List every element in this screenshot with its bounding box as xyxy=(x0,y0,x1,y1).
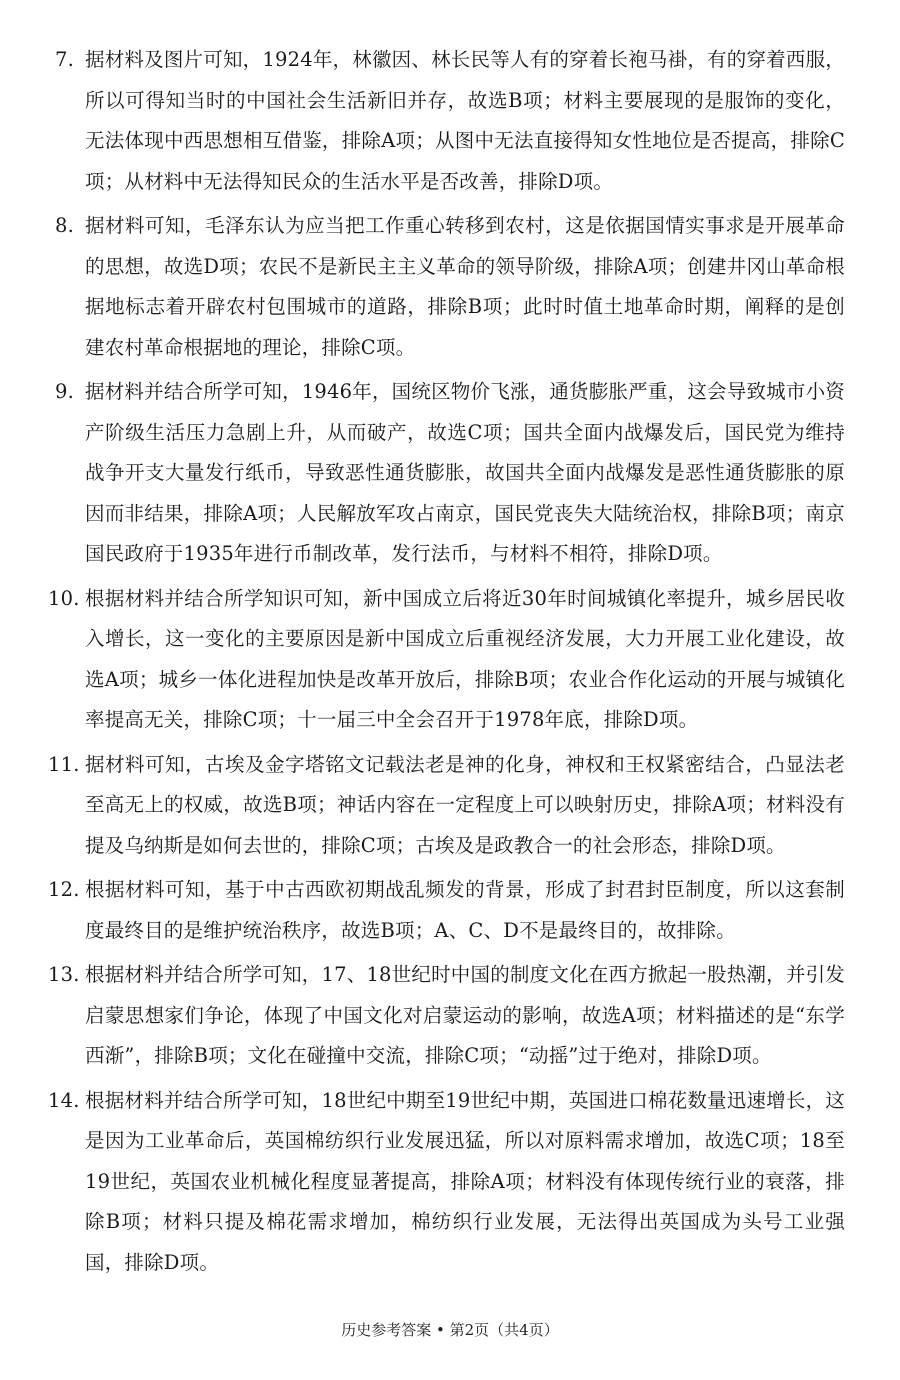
answer-number: 7. xyxy=(55,48,75,71)
answer-number: 10. xyxy=(48,586,80,610)
page-footer: 历史参考答案 • 第2页（共4页） xyxy=(341,1321,559,1339)
answer-number: 11. xyxy=(48,752,80,776)
answer-explanation: 根据材料并结合所学可知，17、18世纪时中国的制度文化在西方掀起一股热潮，并引发启蒙思想家们争论，体现了中国文化对启蒙运动的影响，故选A项；材料描述的是“东学西渐”，排除B项；文化在碰撞中交流，排除C项；“动摇”过于绝对，排除D项。 xyxy=(85,963,845,1067)
answer-list xyxy=(48,40,845,1287)
answer-explanation: 据材料可知，毛泽东认为应当把工作重心转移到农村，这是依据国情实事求是开展革命的思想，故选D项；农民不是新民主主义革命的领导阶级，排除A项；创建井冈山革命根据地标志着开辟农村包围城市的道路，排除B项；此时时值土地革命时期，阐释的是创建农村革命根据地的理论，排除C项。 xyxy=(85,214,845,359)
answer-item-12 xyxy=(48,870,845,951)
answer-item-7 xyxy=(55,40,845,202)
answer-number: 8. xyxy=(55,214,75,237)
answer-item-9 xyxy=(55,372,845,575)
answer-explanation: 根据材料并结合所学知识可知，新中国成立后将近30年时间城镇化率提升，城乡居民收入增长，这一变化的主要原因是新中国成立后重视经济发展，大力开展工业化建设，故选A项；城乡一体化进程加快是改革开放后，排除B项；农业合作化运动的开展与城镇化率提高无关，排除C项；十一届三中全会召开于1978年底，排除D项。 xyxy=(85,586,845,731)
answer-item-10 xyxy=(48,579,845,741)
answer-explanation: 根据材料可知，基于中古西欧初期战乱频发的背景，形成了封君封臣制度，所以这套制度最终目的是维护统治秩序，故选B项；A、C、D不是最终目的，故排除。 xyxy=(85,878,845,942)
answer-number: 13. xyxy=(48,963,80,986)
answer-number: 14. xyxy=(48,1088,80,1112)
answer-number: 12. xyxy=(48,878,80,901)
answer-item-13 xyxy=(48,955,845,1077)
answer-number: 9. xyxy=(55,380,75,403)
answer-item-8 xyxy=(55,206,845,368)
answer-explanation: 根据材料并结合所学可知，18世纪中期至19世纪中期，英国进口棉花数量迅速增长，这是因为工业革命后，英国棉纺织行业发展迅猛，所以对原料需求增加，故选C项；18至19世纪，英国农业机械化程度显著提高，排除A项；材料没有体现传统行业的衰落，排除B项；材料只提及棉花需求增加，棉纺织行业发展，无法得出英国成为头号工业强国，排除D项。 xyxy=(85,1088,845,1274)
answer-item-11 xyxy=(48,745,845,867)
answer-explanation: 据材料可知，古埃及金字塔铭文记载法老是神的化身，神权和王权紧密结合，凸显法老至高无上的权威，故选B项；神话内容在一定程度上可以映射历史，排除A项；材料没有提及乌纳斯是如何去世的，排除C项；古埃及是政教合一的社会形态，排除D项。 xyxy=(85,752,845,857)
answer-item-14 xyxy=(48,1081,845,1284)
answer-explanation: 据材料并结合所学可知，1946年，国统区物价飞涨，通货膨胀严重，这会导致城市小资产阶级生活压力急剧上升，从而破产，故选C项；国共全面内战爆发后，国民党为维持战争开支大量发行纸币，导致恶性通货膨胀，故国共全面内战爆发是恶性通货膨胀的原因而非结果，排除A项；人民解放军攻占南京，国民党丧失大陆统治权，排除B项；南京国民政府于1935年进行币制改革，发行法币，与材料不相符，排除D项。 xyxy=(85,380,845,565)
answer-explanation: 据材料及图片可知，1924年，林徽因、林长民等人有的穿着长袍马褂，有的穿着西服，所以可得知当时的中国社会生活新旧并存，故选B项；材料主要展现的是服饰的变化，无法体现中西思想相互借鉴，排除A项；从图中无法直接得知女性地位是否提高，排除C项；从材料中无法得知民众的生活水平是否改善，排除D项。 xyxy=(85,48,845,193)
